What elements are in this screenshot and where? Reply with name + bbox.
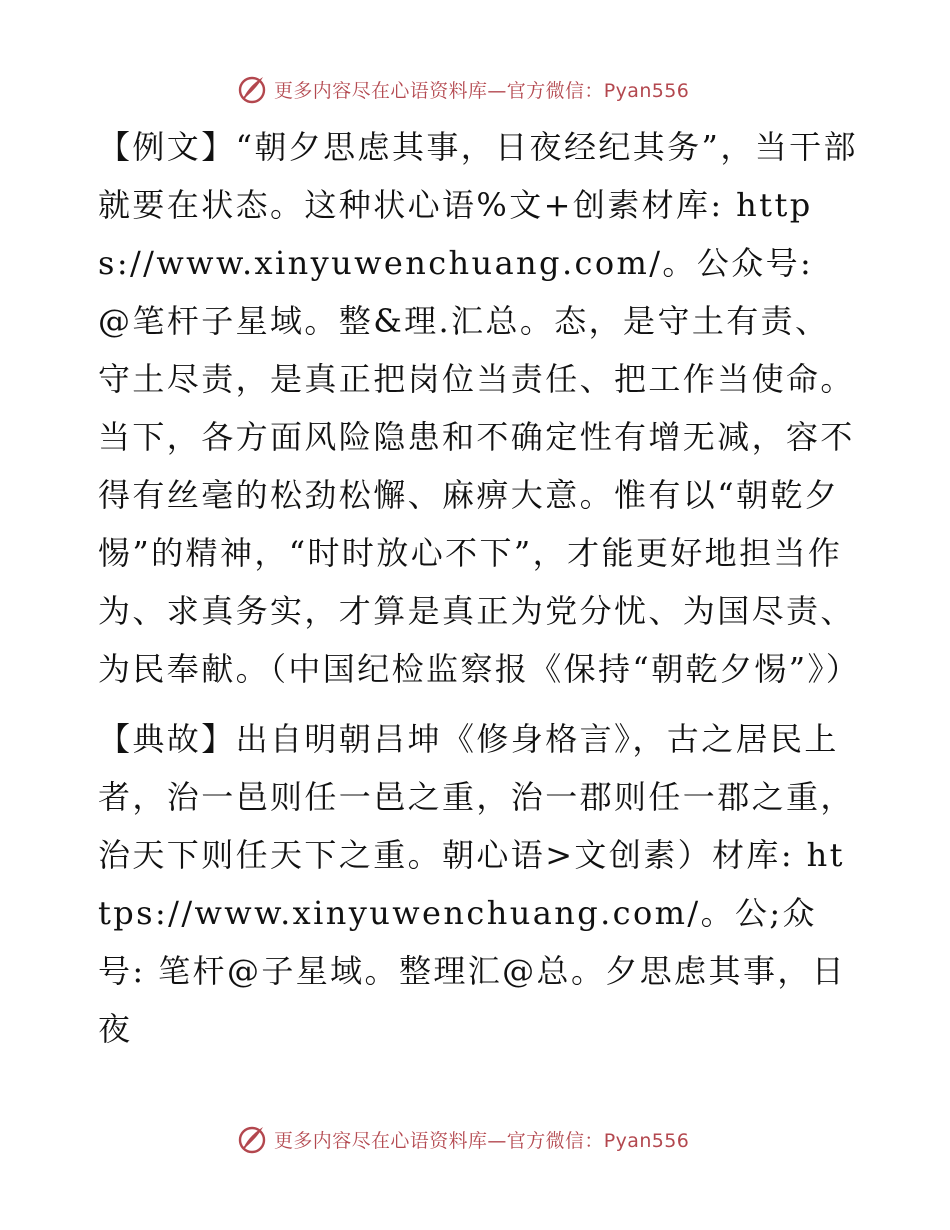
header-watermark xyxy=(236,72,736,106)
allusion-paragraph: 【典故】出自明朝吕坤《修身格言》，古之居民上者，治一邑则任一邑之重，治一郡则任一郡之重，治天下则任天下之重。朝心语>文创素）材库: https://www.xinyuwenchuang.com/。公;众号: 笔杆@子星域。整理汇@总。夕思虑其事，日夜 xyxy=(98,720,855,1048)
quill-seal-icon xyxy=(236,1123,268,1155)
document-body xyxy=(98,118,861,1058)
footer-watermark xyxy=(236,1122,736,1156)
example-paragraph: 【例文】“朝夕思虑其事，日夜经纪其务”，当干部就要在状态。这种状心语%文+创素材库: https://www.xinyuwenchuang.com/。公众号: @笔杆子星域。整&理.汇总。态，是守土有责、守土尽责，是真正把岗位当责任、把工作当使命。当下，各方面风险隐患和不确定性有增无减，容不得有丝毫的松劲松懈、麻痹大意。惟有以“朝乾夕惕”的精神，“时时放心不下”，才能更好地担当作为、求真务实，才算是真正为党分忧、为国尽责、为民奉献。（中国纪检监察报《保持“朝乾夕惕”》） xyxy=(98,128,861,688)
watermark-text: 更多内容尽在心语资料库—官方微信：Pyan556 xyxy=(274,1129,690,1152)
watermark-text: 更多内容尽在心语资料库—官方微信：Pyan556 xyxy=(274,79,690,102)
quill-seal-icon xyxy=(236,73,268,105)
